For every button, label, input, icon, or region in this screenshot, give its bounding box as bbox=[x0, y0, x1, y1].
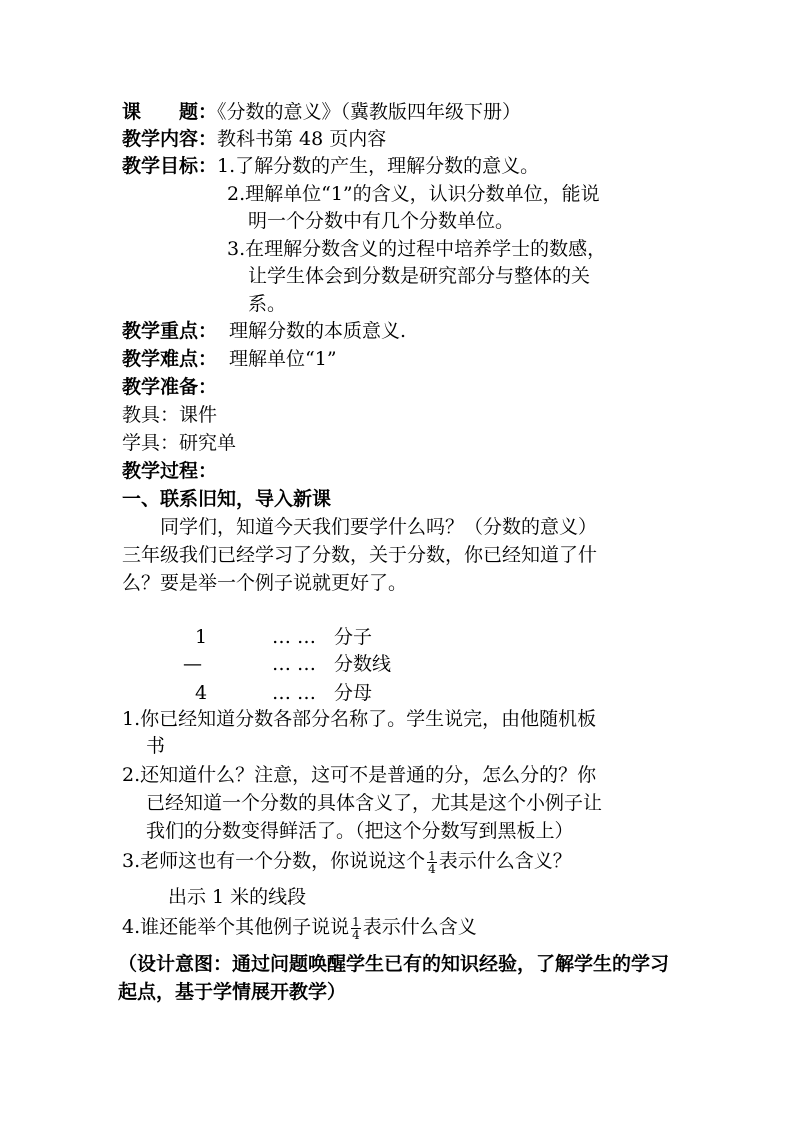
content-line bbox=[122, 126, 386, 152]
teacher-tools: 教具：课件 bbox=[122, 404, 218, 426]
difficulty-line bbox=[122, 346, 337, 372]
step-3-text-before: 3.老师这也有一个分数，你说说这个 bbox=[122, 850, 426, 872]
goals-line bbox=[122, 153, 539, 179]
process-label: 教学过程： bbox=[122, 460, 218, 482]
step-3-sub: 出示 1 米的线段 bbox=[168, 886, 307, 908]
goal-2-line-1: 2.理解单位“1”的含义，认识分数单位，能说 bbox=[227, 183, 600, 205]
diagram-numerator: 1 bbox=[195, 626, 208, 648]
step-2-line-2: 已经知道一个分数的具体含义了，尤其是这个小例子让 bbox=[146, 792, 603, 814]
lesson-label: 课 题： bbox=[122, 101, 218, 123]
section-1-para-line-2: 三年级我们已经学习了分数，关于分数，你已经知道了什 bbox=[122, 544, 598, 566]
step-4-line bbox=[122, 914, 477, 940]
lesson-line bbox=[122, 99, 521, 125]
fraction-one-quarter bbox=[427, 850, 437, 875]
goal-3-line-3: 系。 bbox=[248, 293, 287, 315]
design-note-line-1: （设计意图：通过问题唤醒学生已有的知识经验，了解学生的学习 bbox=[118, 953, 670, 975]
diagram-dots-3: … … bbox=[272, 682, 317, 704]
diagram-dots-2: … … bbox=[272, 653, 317, 675]
prep-label: 教学准备： bbox=[122, 376, 218, 398]
fraction-denominator: 4 bbox=[352, 927, 360, 942]
goal-2-line-2: 明一个分数中有几个分数单位。 bbox=[248, 210, 515, 232]
key-point-text: 理解分数的本质意义. bbox=[229, 320, 407, 342]
section-1-para-line-3: 么？要是举一个例子说就更好了。 bbox=[122, 572, 408, 594]
diagram-label-denominator: 分母 bbox=[334, 682, 373, 704]
diagram-dots-1: … … bbox=[272, 626, 317, 648]
section-1-para-line-1: 同学们，知道今天我们要学什么吗？（分数的意义） bbox=[160, 516, 598, 538]
diagram-label-numerator: 分子 bbox=[334, 626, 373, 648]
content-text: 教科书第 48 页内容 bbox=[217, 128, 387, 150]
fraction-numerator: 1 bbox=[352, 914, 360, 929]
goal-1: 1.了解分数的产生，理解分数的意义。 bbox=[217, 155, 540, 177]
diagram-fraction-bar: — bbox=[183, 653, 202, 675]
goal-3-line-2: 让学生体会到分数是研究部分与整体的关 bbox=[248, 265, 591, 287]
key-point-label: 教学重点： bbox=[122, 320, 218, 342]
lesson-title: 《分数的意义》（冀教版四年级下册） bbox=[217, 101, 522, 123]
student-tools: 学具：研究单 bbox=[122, 432, 237, 454]
fraction-denominator: 4 bbox=[428, 861, 436, 876]
step-1-line-2: 书 bbox=[146, 735, 166, 757]
difficulty-label: 教学难点： bbox=[122, 348, 218, 370]
step-3-line bbox=[122, 848, 572, 874]
fraction-numerator: 1 bbox=[428, 848, 436, 863]
design-note-line-2: 起点，基于学情展开教学） bbox=[118, 981, 347, 1003]
difficulty-text: 理解单位“1” bbox=[229, 348, 337, 370]
goals-label: 教学目标： bbox=[122, 155, 218, 177]
step-4-text-before: 4.谁还能举个其他例子说说 bbox=[122, 916, 350, 938]
key-point-line bbox=[122, 318, 406, 344]
step-2-line-3: 我们的分数变得鲜活了。（把这个分数写到黑板上） bbox=[146, 820, 574, 842]
diagram-label-bar: 分数线 bbox=[334, 653, 392, 675]
diagram-denominator: 4 bbox=[195, 682, 208, 704]
fraction-one-quarter bbox=[351, 916, 361, 941]
section-1-heading: 一、联系旧知，导入新课 bbox=[122, 488, 332, 510]
goal-3-line-1: 3.在理解分数含义的过程中培养学士的数感， bbox=[227, 238, 607, 260]
content-label: 教学内容： bbox=[122, 128, 218, 150]
step-3-text-after: 表示什么含义？ bbox=[438, 850, 572, 872]
step-4-text-after: 表示什么含义 bbox=[362, 916, 477, 938]
step-2-line-1: 2.还知道什么？注意，这可不是普通的分，怎么分的？你 bbox=[122, 764, 597, 786]
step-1-line-1: 1.你已经知道分数各部分名称了。学生说完，由他随机板 bbox=[122, 708, 597, 730]
